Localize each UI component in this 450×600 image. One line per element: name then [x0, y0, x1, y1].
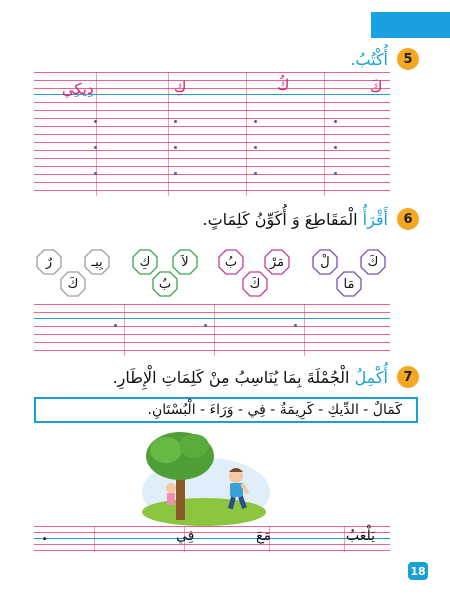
children-playing-illustration — [136, 430, 270, 526]
word-bank-text: كَمَالٌ - الدِّيكِ - كَرِيمَةُ - فِي - وَرَاءَ - الْبُسْتَانِ. — [147, 402, 402, 418]
syllable-tile: كَ — [60, 271, 86, 297]
exercise-7-title — [113, 368, 388, 387]
syllable-tile: لاَ — [172, 249, 198, 275]
sentence-word-3: فِي — [176, 528, 195, 544]
word-bank-box — [34, 397, 418, 423]
writing-lines-7 — [34, 526, 390, 552]
exercise-5-badge: 5 — [397, 48, 419, 70]
syllable-tile: كِ — [132, 249, 158, 275]
model-letter-2: كُ — [277, 76, 290, 94]
page-number: 18 — [408, 562, 428, 580]
model-word: دِيكِي — [62, 80, 94, 98]
page-corner-tab — [371, 12, 450, 38]
model-letter-3: كِ — [174, 78, 187, 96]
exercise-6-title — [203, 210, 389, 229]
sentence-word-1: يَلْعَبُ — [346, 528, 376, 544]
exercise-7-rest: الْجُمْلَةَ بِمَا يُنَاسِبُ مِنْ كَلِمَاتِ الْإِطَارِ. — [112, 368, 355, 387]
syllable-tile: كَ — [242, 271, 268, 297]
sentence-word-2: مَعَ — [256, 528, 271, 544]
model-letter-1: كَ — [370, 78, 383, 96]
syllable-tile: مَا — [336, 271, 362, 297]
exercise-7-badge: 7 — [397, 366, 419, 388]
sentence-period: . — [42, 528, 48, 544]
exercise-6-rest: الْمَقَاطِعَ وَ أُكَوِّنُ كَلِمَاتٍ. — [202, 210, 363, 229]
writing-lines-6 — [34, 304, 390, 356]
syllable-tile: مَرْ — [264, 249, 290, 275]
exercise-5-title: أُكْتُبُ. — [350, 50, 388, 69]
syllable-tile: رٌ — [36, 249, 62, 275]
syllable-tile: بٌ — [152, 271, 178, 297]
exercise-6-verb: أَقْرَأُ — [362, 210, 388, 229]
exercise-6-badge: 6 — [397, 208, 419, 230]
exercise-7-verb: أُكْمِلُ — [354, 368, 388, 387]
syllable-tile: كَ — [360, 249, 386, 275]
syllable-tile: بُ — [218, 249, 244, 275]
syllable-tile: بِيـ — [84, 249, 110, 275]
syllable-tile: لْ — [312, 249, 338, 275]
